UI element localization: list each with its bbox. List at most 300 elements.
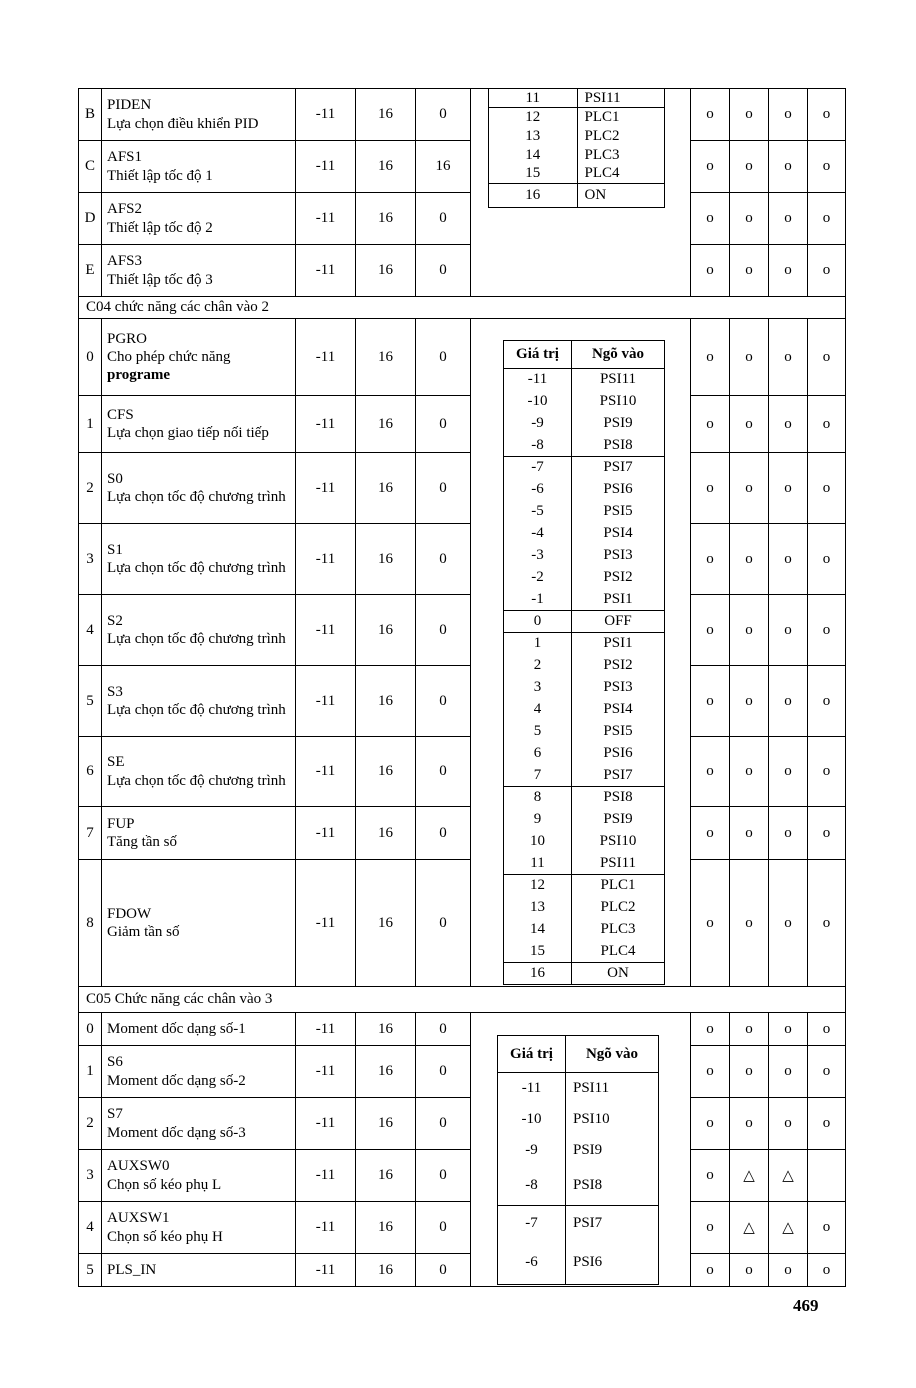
param-code: PLS_IN (107, 1261, 157, 1278)
param-row (79, 1202, 846, 1254)
mark-cell: o (730, 807, 769, 860)
section-header-row (79, 987, 846, 1013)
value-cell: 0 (416, 737, 471, 807)
value-cell: 16 (356, 319, 416, 396)
value-cell: 0 (416, 1013, 471, 1046)
map-row (498, 1206, 659, 1241)
value-cell: 0 (416, 193, 471, 245)
map-input-cell: PSI11 (572, 853, 665, 875)
map-value-cell: 15 (489, 165, 578, 184)
param-desc: Giảm tần số (107, 924, 180, 940)
row-id-cell: 1 (79, 1046, 102, 1098)
map-row (504, 633, 665, 655)
param-desc: Chọn số kéo phụ H (107, 1228, 223, 1245)
value-cell: -11 (296, 396, 356, 453)
mark-cell: o (808, 737, 846, 807)
map-input-cell: PSI8 (566, 1166, 659, 1206)
map-input-cell: PLC2 (584, 127, 620, 144)
map-input-cell: PSI7 (572, 765, 665, 787)
param-cell (102, 1098, 296, 1150)
row-id-cell: C (79, 141, 102, 193)
param-cell (102, 89, 296, 141)
map-row (489, 127, 665, 146)
mark-cell: o (808, 396, 846, 453)
param-code: FDOW (107, 905, 152, 922)
param-desc: Lựa chọn giao tiếp nối tiếp (107, 425, 269, 441)
param-desc: Lựa chọn tốc độ chương trình (107, 702, 286, 718)
map-input-cell: ON (607, 965, 629, 981)
param-row (79, 524, 846, 595)
map-value-cell: 4 (504, 699, 572, 721)
map-row (504, 567, 665, 589)
map-input-cell: PSI6 (573, 1253, 603, 1270)
value-cell: 16 (356, 1254, 416, 1287)
map-input-cell: PSI9 (603, 811, 633, 827)
map-row (504, 897, 665, 919)
param-cell (102, 453, 296, 524)
map-row (504, 413, 665, 435)
mark-cell: o (730, 319, 769, 396)
param-row (79, 1150, 846, 1202)
map-header-value: Giá trị (504, 341, 572, 369)
map-value-cell: -10 (498, 1104, 566, 1135)
map-input-cell: PSI10 (573, 1110, 610, 1127)
map-input-cell: PLC1 (600, 877, 636, 894)
param-desc: Moment dốc dạng số-2 (107, 1072, 246, 1089)
param-row (79, 1046, 846, 1098)
map-value-cell: 10 (504, 831, 572, 853)
value-cell: 16 (356, 141, 416, 193)
mark-cell: o (691, 524, 730, 595)
param-row (79, 1098, 846, 1150)
map-input-cell: PSI6 (603, 745, 633, 761)
value-cell: 0 (416, 1254, 471, 1287)
map-header-value: Giá trị (498, 1036, 566, 1073)
map-row (489, 146, 665, 165)
param-cell (102, 1013, 296, 1046)
param-cell (102, 807, 296, 860)
map-value-cell: 8 (504, 787, 572, 809)
map-value-cell: 12 (504, 875, 572, 897)
row-id-cell: B (79, 89, 102, 141)
param-code: FUP (107, 815, 135, 832)
param-row (79, 1254, 846, 1287)
map-row (504, 479, 665, 501)
mark-cell: o (808, 453, 846, 524)
param-row (79, 141, 846, 193)
mark-cell: o (730, 193, 769, 245)
map-value-cell: -11 (498, 1073, 566, 1104)
map-value-cell: -8 (498, 1166, 566, 1206)
value-cell: 0 (416, 1150, 471, 1202)
map-row (489, 165, 665, 184)
map-row (504, 721, 665, 743)
map-row (504, 743, 665, 765)
map-input-cell: PSI1 (572, 589, 665, 611)
mark-cell: o (808, 1202, 846, 1254)
param-code: S6 (107, 1054, 123, 1071)
value-cell: -11 (296, 1046, 356, 1098)
map-row (504, 457, 665, 479)
map-row (504, 391, 665, 413)
param-code: S0 (107, 470, 123, 487)
value-cell: -11 (296, 89, 356, 141)
map-value-cell: -4 (504, 523, 572, 545)
mark-cell: o (691, 1202, 730, 1254)
mark-cell: o (691, 807, 730, 860)
row-id-cell: 4 (79, 595, 102, 666)
param-cell (102, 1254, 296, 1287)
value-cell: 16 (356, 1150, 416, 1202)
page-number: 469 (793, 1296, 819, 1315)
map-input-cell: PSI2 (603, 569, 633, 585)
value-cell: 0 (416, 1046, 471, 1098)
map-input-cell: PSI5 (603, 503, 633, 519)
param-desc: Lựa chọn tốc độ chương trình (107, 560, 286, 576)
param-row (79, 807, 846, 860)
param-cell (102, 141, 296, 193)
value-cell: -11 (296, 1150, 356, 1202)
map-value-cell: 14 (489, 146, 578, 165)
row-id-cell: 0 (79, 1013, 102, 1046)
mark-cell: o (691, 1150, 730, 1202)
param-desc: Tăng tần số (107, 834, 177, 850)
map-value-cell: -6 (498, 1241, 566, 1285)
row-id-cell: 3 (79, 1150, 102, 1202)
mark-cell: o (691, 860, 730, 987)
mark-cell: o (730, 524, 769, 595)
param-code: S1 (107, 541, 123, 558)
mark-cell: o (769, 524, 808, 595)
value-map-table (503, 340, 665, 985)
map-row (489, 184, 665, 208)
map-value-cell: -1 (504, 589, 572, 611)
map-header-row (504, 341, 665, 369)
mark-cell: o (769, 807, 808, 860)
map-header-input: Ngõ vào (566, 1036, 659, 1073)
map-value-cell: 16 (504, 963, 572, 985)
map-input-cell: PSI10 (599, 393, 637, 409)
map-value-cell: 15 (504, 941, 572, 963)
map-row (498, 1104, 659, 1135)
value-cell: 0 (416, 453, 471, 524)
mark-cell: o (691, 245, 730, 297)
map-input-cell: PSI8 (603, 789, 633, 806)
value-cell: -11 (296, 595, 356, 666)
value-cell: 16 (356, 737, 416, 807)
mark-cell (808, 1150, 846, 1202)
param-row (79, 666, 846, 737)
map-row (504, 809, 665, 831)
map-value-cell: -6 (504, 479, 572, 501)
map-row (504, 941, 665, 963)
map-value-cell: 14 (504, 919, 572, 941)
map-input-cell: PSI9 (573, 1141, 603, 1158)
mark-cell: o (769, 453, 808, 524)
value-cell: 16 (356, 1098, 416, 1150)
row-id-cell: 6 (79, 737, 102, 807)
param-desc: Lựa chọn điều khiển PID (107, 115, 259, 132)
value-cell: 16 (356, 396, 416, 453)
param-code: S7 (107, 1106, 123, 1123)
param-desc (107, 348, 290, 385)
map-value-cell: -7 (498, 1206, 566, 1241)
param-cell (102, 1150, 296, 1202)
value-cell: -11 (296, 807, 356, 860)
map-input-cell: PSI4 (603, 525, 633, 541)
map-input-cell: PLC1 (584, 108, 620, 125)
mark-cell: o (808, 1013, 846, 1046)
map-input-cell: PSI11 (573, 1079, 610, 1096)
mark-cell: o (730, 666, 769, 737)
row-id-cell: 2 (79, 1098, 102, 1150)
map-value-cell: 9 (504, 809, 572, 831)
map-row (504, 501, 665, 523)
param-cell (102, 524, 296, 595)
mark-cell: o (691, 666, 730, 737)
value-cell: 16 (416, 141, 471, 193)
param-code: S2 (107, 612, 123, 629)
map-input-cell: PLC4 (572, 941, 665, 963)
map-input-cell: PLC4 (577, 165, 665, 184)
value-map-table (488, 88, 665, 208)
param-cell (102, 1202, 296, 1254)
mark-cell: △ (730, 1150, 769, 1202)
param-cell (102, 245, 296, 297)
mark-cell: o (730, 860, 769, 987)
mark-cell: o (769, 396, 808, 453)
map-input-cell: PSI7 (573, 1214, 603, 1231)
map-input-cell: PLC3 (584, 146, 620, 163)
mark-cell: o (808, 1046, 846, 1098)
row-id-cell: 1 (79, 396, 102, 453)
map-row (504, 369, 665, 391)
param-cell (102, 595, 296, 666)
map-value-cell: 11 (489, 89, 578, 108)
map-value-cell: -2 (504, 567, 572, 589)
map-row (504, 545, 665, 567)
mark-cell: o (808, 1098, 846, 1150)
param-cell (102, 193, 296, 245)
map-input-cell: ON (584, 187, 607, 203)
row-id-cell: D (79, 193, 102, 245)
map-value-cell: -9 (504, 413, 572, 435)
value-cell: -11 (296, 1254, 356, 1287)
parameter-table (78, 88, 846, 1287)
row-id-cell: 0 (79, 319, 102, 396)
map-input-cell: PSI3 (603, 679, 633, 695)
param-desc-text: Cho phép chức năng (107, 348, 231, 365)
mark-cell: o (808, 807, 846, 860)
param-code: AUXSW0 (107, 1158, 170, 1175)
mark-cell: o (730, 1046, 769, 1098)
mark-cell: o (808, 1254, 846, 1287)
mark-cell: △ (769, 1202, 808, 1254)
param-desc: Moment dốc dạng số-1 (107, 1020, 246, 1037)
map-value-cell: -8 (504, 435, 572, 457)
value-cell: 16 (356, 1046, 416, 1098)
map-value-cell: -3 (504, 545, 572, 567)
value-cell: -11 (296, 860, 356, 987)
map-header-row (498, 1036, 659, 1073)
map-value-cell: 5 (504, 721, 572, 743)
value-cell: 0 (416, 89, 471, 141)
mark-cell: o (808, 193, 846, 245)
param-desc: Chọn số kéo phụ L (107, 1176, 222, 1193)
param-desc: Lựa chọn tốc độ chương trình (107, 772, 286, 789)
map-value-cell: -9 (498, 1135, 566, 1166)
param-desc: Thiết lập tốc độ 2 (107, 219, 213, 236)
map-value-cell: -10 (504, 391, 572, 413)
map-input-cell: PSI11 (599, 371, 637, 388)
param-code: PGRO (107, 330, 148, 347)
value-cell: 16 (356, 807, 416, 860)
map-input-cell: PSI6 (603, 481, 633, 497)
param-code: S3 (107, 683, 123, 700)
param-desc: Lựa chọn tốc độ chương trình (107, 631, 286, 647)
map-value-cell: 7 (504, 765, 572, 787)
map-value-cell: 13 (489, 127, 578, 146)
value-cell: 16 (356, 595, 416, 666)
value-cell: 0 (416, 524, 471, 595)
map-row (504, 765, 665, 787)
mark-cell: o (691, 1013, 730, 1046)
mark-cell: o (730, 1098, 769, 1150)
value-cell: -11 (296, 1098, 356, 1150)
map-value-cell: -5 (504, 501, 572, 523)
row-id-cell: 3 (79, 524, 102, 595)
row-id-cell: 7 (79, 807, 102, 860)
mark-cell: o (769, 1046, 808, 1098)
row-id-cell: 2 (79, 453, 102, 524)
param-code: AUXSW1 (107, 1210, 170, 1227)
param-row (79, 860, 846, 987)
mark-cell: o (691, 319, 730, 396)
param-cell (102, 737, 296, 807)
param-cell (102, 319, 296, 396)
value-cell: -11 (296, 1013, 356, 1046)
map-input-cell: PSI9 (603, 415, 633, 431)
mark-cell: o (691, 1254, 730, 1287)
mark-cell: o (730, 1254, 769, 1287)
map-input-cell: PSI8 (572, 435, 665, 457)
map-input-cell: OFF (572, 611, 665, 633)
mark-cell: o (769, 319, 808, 396)
map-row (504, 787, 665, 809)
map-value-cell: 3 (504, 677, 572, 699)
param-desc: Thiết lập tốc độ 3 (107, 271, 213, 288)
map-input-cell: PSI5 (603, 723, 633, 739)
value-cell: 0 (416, 666, 471, 737)
value-cell: 16 (356, 524, 416, 595)
param-desc: Lựa chọn tốc độ chương trình (107, 489, 286, 505)
param-code: AFS1 (107, 149, 143, 166)
mark-cell: o (691, 89, 730, 141)
param-row (79, 595, 846, 666)
mark-cell: o (691, 595, 730, 666)
param-code: AFS2 (107, 201, 143, 218)
param-code: CFS (107, 406, 134, 423)
param-cell (102, 860, 296, 987)
mark-cell: o (808, 89, 846, 141)
map-row (498, 1241, 659, 1285)
mark-cell: o (769, 737, 808, 807)
section-header-row (79, 297, 846, 319)
param-code: PIDEN (107, 97, 152, 114)
value-cell: 16 (356, 245, 416, 297)
map-value-cell: 6 (504, 743, 572, 765)
value-cell: 0 (416, 807, 471, 860)
mark-cell: o (769, 193, 808, 245)
param-row (79, 453, 846, 524)
map-row (489, 89, 665, 108)
mark-cell: o (769, 89, 808, 141)
param-cell (102, 396, 296, 453)
map-row (504, 963, 665, 985)
param-code: SE (107, 754, 125, 771)
map-input-cell: PSI7 (603, 459, 633, 476)
map-row (504, 523, 665, 545)
mark-cell: o (808, 595, 846, 666)
value-cell: -11 (296, 193, 356, 245)
mark-cell: o (769, 595, 808, 666)
value-cell: 0 (416, 860, 471, 987)
mark-cell: o (769, 245, 808, 297)
mark-cell: o (691, 453, 730, 524)
mark-cell: o (730, 595, 769, 666)
value-cell: 16 (356, 193, 416, 245)
param-row (79, 89, 846, 141)
mark-cell: o (808, 524, 846, 595)
value-cell: 0 (416, 595, 471, 666)
param-code: AFS3 (107, 253, 143, 270)
mark-cell: o (730, 89, 769, 141)
map-value-cell: 0 (504, 611, 572, 633)
mark-cell: o (691, 737, 730, 807)
value-cell: -11 (296, 1202, 356, 1254)
value-cell: -11 (296, 453, 356, 524)
param-desc: Thiết lập tốc độ 1 (107, 167, 213, 184)
map-row (489, 108, 665, 127)
map-row (504, 589, 665, 611)
value-cell: 0 (416, 319, 471, 396)
mark-cell: o (730, 737, 769, 807)
map-row (498, 1166, 659, 1206)
section-title: C05 Chức năng các chân vào 3 (79, 987, 846, 1013)
map-row (504, 875, 665, 897)
mark-cell: o (769, 860, 808, 987)
param-row (79, 737, 846, 807)
mark-cell: o (691, 193, 730, 245)
map-input-cell: PLC2 (600, 899, 636, 915)
map-row (504, 919, 665, 941)
value-cell: -11 (296, 245, 356, 297)
row-id-cell: E (79, 245, 102, 297)
map-header-input: Ngõ vào (572, 341, 665, 369)
map-row (504, 831, 665, 853)
value-cell: 16 (356, 1202, 416, 1254)
map-value-cell: -7 (504, 457, 572, 479)
param-desc-bold: programe (107, 367, 171, 384)
mark-cell: △ (769, 1150, 808, 1202)
param-row (79, 396, 846, 453)
map-value-cell: 13 (504, 897, 572, 919)
map-row (504, 853, 665, 875)
value-cell: 16 (356, 860, 416, 987)
map-value-cell: 2 (504, 655, 572, 677)
map-input-cell: PSI1 (603, 635, 633, 652)
value-map-table (497, 1035, 659, 1285)
